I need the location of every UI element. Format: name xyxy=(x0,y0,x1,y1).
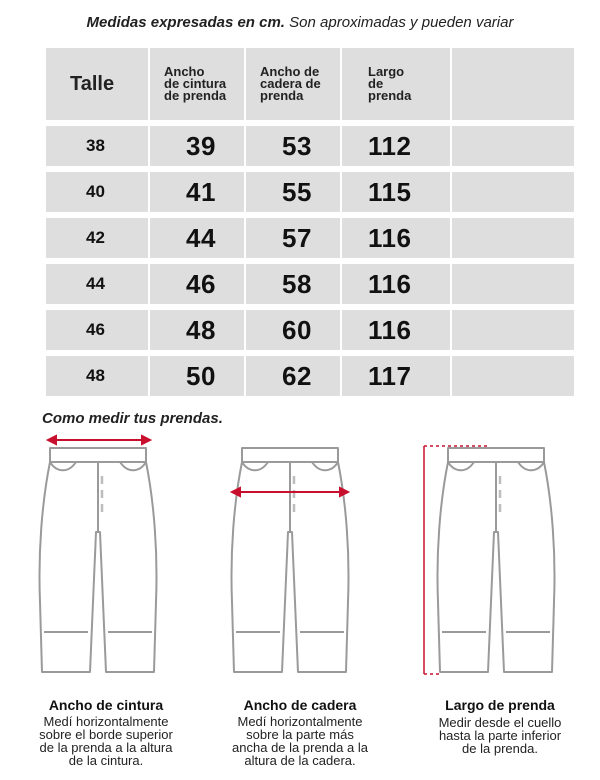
pants-waist-illustration xyxy=(36,432,166,682)
header-cintura: Ancho de cintura de prenda xyxy=(150,48,246,120)
talle-value: 42 xyxy=(86,228,105,247)
guide-text-cintura: Medí horizontalmente sobre el borde superior de la prenda a la altura de la cintura. xyxy=(39,714,173,768)
cintura-value: 41 xyxy=(186,176,216,207)
cintura-value: 50 xyxy=(186,360,216,391)
pants-outline xyxy=(231,448,348,672)
pants-outline xyxy=(437,448,554,672)
measurement-note xyxy=(0,14,600,31)
measurement-note-bold: Medidas expresadas en cm. xyxy=(86,14,285,31)
header-largo: Largo de prenda xyxy=(342,48,452,120)
guide-title-largo: Largo de prenda xyxy=(445,697,555,713)
talle-value: 48 xyxy=(86,366,105,385)
table-row xyxy=(46,356,574,396)
how-to-measure-title: Como medir tus prendas. xyxy=(42,410,223,427)
largo-value: 116 xyxy=(368,222,412,253)
largo-value: 115 xyxy=(368,176,412,207)
cadera-value: 53 xyxy=(282,130,312,161)
table-row xyxy=(46,126,574,166)
pants-outline xyxy=(39,448,156,672)
cadera-value: 58 xyxy=(282,268,312,299)
largo-value: 112 xyxy=(368,130,412,161)
cintura-value: 39 xyxy=(186,130,216,161)
cadera-value: 55 xyxy=(282,176,312,207)
header-talle: Talle xyxy=(46,48,150,120)
cadera-value: 60 xyxy=(282,314,312,345)
cadera-value: 57 xyxy=(282,222,312,253)
largo-value: 116 xyxy=(368,314,412,345)
talle-value: 40 xyxy=(86,182,105,201)
cintura-value: 44 xyxy=(186,222,216,253)
guide-title-cintura: Ancho de cintura xyxy=(48,697,164,713)
size-table-header xyxy=(46,48,574,120)
cadera-value: 62 xyxy=(282,360,312,391)
cintura-value: 46 xyxy=(186,268,216,299)
talle-value: 46 xyxy=(86,320,105,339)
guide-title-cadera: Ancho de cadera xyxy=(243,697,357,713)
largo-value: 117 xyxy=(368,360,412,391)
pants-length-illustration xyxy=(414,432,564,682)
largo-value: 116 xyxy=(368,268,412,299)
table-row xyxy=(46,264,574,304)
measurement-note-rest: Son aproximadas y pueden variar xyxy=(284,14,514,31)
talle-value: 44 xyxy=(86,274,105,293)
header-empty xyxy=(452,48,574,120)
size-table xyxy=(46,48,574,396)
table-row xyxy=(46,310,574,350)
guide-text-cadera: Medí horizontalmente sobre la parte más ancha de la prenda a la altura de la cadera. xyxy=(232,714,368,768)
talle-value: 38 xyxy=(86,136,105,155)
guide-text-largo: Medir desde el cuello hasta la parte inferior de la prenda. xyxy=(438,715,562,756)
table-row xyxy=(46,172,574,212)
cintura-value: 48 xyxy=(186,314,216,345)
waist-measure-arrow xyxy=(48,436,150,444)
length-measure-line xyxy=(424,446,490,674)
pants-hip-illustration xyxy=(228,432,358,682)
header-cadera: Ancho de cadera de prenda xyxy=(246,48,342,120)
table-row xyxy=(46,218,574,258)
